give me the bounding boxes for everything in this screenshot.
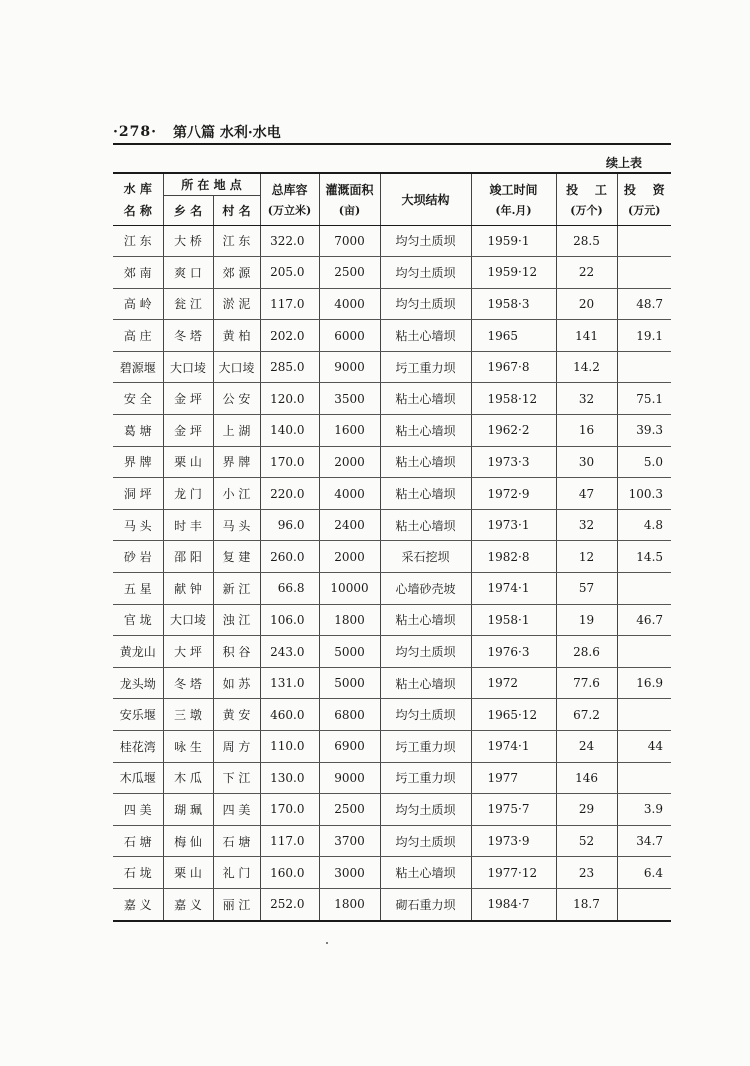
cell-completion: 1958·12 [471,383,556,415]
cell-township: 大口堎 [163,604,213,636]
cell-capacity: 170.0 [260,446,319,478]
cell-capacity: 322.0 [260,225,319,257]
table-row [113,415,671,447]
cell-name: 龙头坳 [113,667,163,699]
cell-irrigation: 4000 [319,288,380,320]
cell-name: 五 星 [113,573,163,605]
col-irrigation [319,173,380,225]
cell-capacity: 130.0 [260,762,319,794]
table-row [113,731,671,763]
cell-capacity: 66.8 [260,573,319,605]
cell-labor: 52 [556,825,617,857]
cell-irrigation: 5000 [319,667,380,699]
cell-completion: 1959·1 [471,225,556,257]
cell-name: 桂花湾 [113,731,163,763]
cell-investment [617,888,671,920]
col-completion-line1: 竣工时间 [489,182,538,197]
cell-township: 献 钟 [163,573,213,605]
cell-township: 冬 塔 [163,667,213,699]
chapter-title: 第八篇 水利·水电 [172,125,281,141]
cell-irrigation: 3500 [319,383,380,415]
cell-village: 公 安 [213,383,260,415]
cell-irrigation: 2500 [319,794,380,826]
cell-investment [617,257,671,289]
cell-irrigation: 2400 [319,509,380,541]
cell-village: 黄 安 [213,699,260,731]
cell-capacity: 243.0 [260,636,319,668]
cell-investment [617,699,671,731]
col-labor-line2: (万个) [570,203,603,217]
cell-name: 郊 南 [113,257,163,289]
cell-labor: 32 [556,509,617,541]
cell-labor: 57 [556,573,617,605]
cell-village: 下 江 [213,762,260,794]
cell-name: 黄龙山 [113,636,163,668]
table-row [113,857,671,889]
cell-completion: 1958·1 [471,604,556,636]
cell-dam: 粘土心墙坝 [380,320,471,352]
cell-name: 砂 岩 [113,541,163,573]
cell-investment: 16.9 [617,667,671,699]
cell-completion: 1972 [471,667,556,699]
cell-labor: 14.2 [556,351,617,383]
table-row [113,383,671,415]
cell-dam: 粘土心墙坝 [380,509,471,541]
cell-dam: 圬工重力坝 [380,762,471,794]
cell-labor: 67.2 [556,699,617,731]
cell-completion: 1974·1 [471,573,556,605]
cell-labor: 18.7 [556,888,617,920]
cell-capacity: 260.0 [260,541,319,573]
cell-irrigation: 6800 [319,699,380,731]
cell-completion: 1965·12 [471,699,556,731]
cell-completion: 1973·1 [471,509,556,541]
cell-irrigation: 2000 [319,541,380,573]
cell-dam: 均匀土质坝 [380,225,471,257]
cell-township: 木 瓜 [163,762,213,794]
cell-irrigation: 6000 [319,320,380,352]
cell-capacity: 106.0 [260,604,319,636]
cell-village: 丽 江 [213,888,260,920]
cell-completion: 1973·9 [471,825,556,857]
cell-investment [617,636,671,668]
col-reservoir-line1: 水 库 [123,181,152,196]
table-row [113,225,671,257]
cell-capacity: 220.0 [260,478,319,510]
cell-irrigation: 4000 [319,478,380,510]
cell-township: 龙 门 [163,478,213,510]
cell-irrigation: 3000 [319,857,380,889]
cell-completion: 1977 [471,762,556,794]
continued-note: 续上表 [606,156,643,170]
cell-labor: 16 [556,415,617,447]
cell-name: 官 垅 [113,604,163,636]
cell-township: 瓮 江 [163,288,213,320]
col-irrigation-line2: (亩) [338,203,361,217]
cell-village: 大口堎 [213,351,260,383]
cell-township: 梅 仙 [163,825,213,857]
cell-village: 界 牌 [213,446,260,478]
scan-speck [326,942,328,944]
cell-dam: 心墙砂壳坡 [380,573,471,605]
cell-dam: 砌石重力坝 [380,888,471,920]
cell-capacity: 252.0 [260,888,319,920]
cell-dam: 均匀土质坝 [380,288,471,320]
cell-labor: 24 [556,731,617,763]
col-labor [556,173,617,225]
cell-township: 咏 生 [163,731,213,763]
col-completion [471,173,556,225]
col-capacity [260,173,319,225]
table-row [113,288,671,320]
cell-village: 如 苏 [213,667,260,699]
cell-completion: 1974·1 [471,731,556,763]
cell-irrigation: 2000 [319,446,380,478]
cell-irrigation: 3700 [319,825,380,857]
cell-name: 木瓜堰 [113,762,163,794]
cell-township: 三 墩 [163,699,213,731]
cell-completion: 1959·12 [471,257,556,289]
cell-labor: 32 [556,383,617,415]
table-row [113,604,671,636]
cell-dam: 粘土心墙坝 [380,415,471,447]
cell-completion: 1973·3 [471,446,556,478]
cell-investment: 48.7 [617,288,671,320]
cell-village: 郊 源 [213,257,260,289]
cell-irrigation: 1600 [319,415,380,447]
cell-capacity: 205.0 [260,257,319,289]
cell-township: 金 坪 [163,383,213,415]
page-number: ·278· [113,124,157,140]
cell-investment: 4.8 [617,509,671,541]
table-row [113,573,671,605]
cell-completion: 1967·8 [471,351,556,383]
col-capacity-line2: (万立米) [267,203,312,217]
cell-capacity: 110.0 [260,731,319,763]
cell-completion: 1982·8 [471,541,556,573]
cell-investment: 19.1 [617,320,671,352]
table-row [113,762,671,794]
cell-investment: 100.3 [617,478,671,510]
cell-township: 大口堎 [163,351,213,383]
cell-village: 黄 柏 [213,320,260,352]
cell-township: 爽 口 [163,257,213,289]
cell-dam: 均匀土质坝 [380,699,471,731]
cell-investment [617,573,671,605]
cell-completion: 1958·3 [471,288,556,320]
cell-capacity: 96.0 [260,509,319,541]
cell-labor: 28.6 [556,636,617,668]
cell-labor: 47 [556,478,617,510]
cell-completion: 1976·3 [471,636,556,668]
cell-labor: 146 [556,762,617,794]
col-investment-line1: 投 资 [623,182,665,197]
cell-dam: 粘土心墙坝 [380,857,471,889]
cell-irrigation: 9000 [319,762,380,794]
cell-labor: 19 [556,604,617,636]
cell-village: 礼 门 [213,857,260,889]
cell-dam: 粘土心墙坝 [380,383,471,415]
col-completion-line2: (年.月) [495,203,532,217]
cell-labor: 22 [556,257,617,289]
cell-village: 积 谷 [213,636,260,668]
cell-capacity: 120.0 [260,383,319,415]
table-row [113,509,671,541]
cell-village: 周 方 [213,731,260,763]
cell-labor: 77.6 [556,667,617,699]
cell-township: 邵 阳 [163,541,213,573]
cell-capacity: 460.0 [260,699,319,731]
cell-completion: 1962·2 [471,415,556,447]
col-township: 乡 名 [163,195,213,225]
cell-labor: 12 [556,541,617,573]
cell-dam: 均匀土质坝 [380,794,471,826]
cell-investment [617,351,671,383]
cell-irrigation: 10000 [319,573,380,605]
cell-irrigation: 9000 [319,351,380,383]
cell-name: 安乐堰 [113,699,163,731]
cell-name: 四 美 [113,794,163,826]
cell-name: 碧源堰 [113,351,163,383]
cell-capacity: 140.0 [260,415,319,447]
table-row [113,667,671,699]
cell-village: 新 江 [213,573,260,605]
cell-irrigation: 7000 [319,225,380,257]
cell-name: 葛 塘 [113,415,163,447]
cell-township: 瑚 珮 [163,794,213,826]
col-capacity-line1: 总库容 [271,182,308,197]
cell-name: 石 塘 [113,825,163,857]
table-row [113,825,671,857]
cell-name: 高 岭 [113,288,163,320]
cell-investment: 3.9 [617,794,671,826]
col-village: 村 名 [213,195,260,225]
col-irrigation-line1: 灌溉面积 [325,182,374,197]
col-investment-line2: (万元) [628,203,661,217]
cell-name: 江 东 [113,225,163,257]
cell-investment: 14.5 [617,541,671,573]
cell-township: 大 坪 [163,636,213,668]
cell-township: 金 坪 [163,415,213,447]
cell-completion: 1984·7 [471,888,556,920]
cell-capacity: 131.0 [260,667,319,699]
cell-dam: 圬工重力坝 [380,351,471,383]
cell-township: 嘉 义 [163,888,213,920]
cell-village: 上 湖 [213,415,260,447]
reservoir-table [113,172,671,922]
cell-capacity: 117.0 [260,825,319,857]
cell-investment: 39.3 [617,415,671,447]
cell-dam: 采石挖坝 [380,541,471,573]
cell-labor: 30 [556,446,617,478]
cell-completion: 1977·12 [471,857,556,889]
cell-investment: 44 [617,731,671,763]
cell-township: 时 丰 [163,509,213,541]
cell-name: 石 垅 [113,857,163,889]
cell-investment [617,762,671,794]
cell-capacity: 170.0 [260,794,319,826]
cell-labor: 20 [556,288,617,320]
cell-village: 四 美 [213,794,260,826]
cell-investment: 6.4 [617,857,671,889]
cell-labor: 141 [556,320,617,352]
cell-capacity: 285.0 [260,351,319,383]
cell-investment: 46.7 [617,604,671,636]
table-row [113,541,671,573]
table-row [113,351,671,383]
cell-capacity: 117.0 [260,288,319,320]
cell-investment: 75.1 [617,383,671,415]
cell-name: 马 头 [113,509,163,541]
cell-investment: 34.7 [617,825,671,857]
cell-dam: 粘土心墙坝 [380,604,471,636]
cell-dam: 粘土心墙坝 [380,446,471,478]
col-dam: 大坝结构 [380,173,471,225]
cell-dam: 均匀土质坝 [380,636,471,668]
cell-dam: 均匀土质坝 [380,257,471,289]
running-header [113,120,673,144]
cell-irrigation: 6900 [319,731,380,763]
cell-completion: 1972·9 [471,478,556,510]
table-header [113,173,671,225]
cell-name: 安 全 [113,383,163,415]
col-reservoir [113,173,163,225]
cell-township: 栗 山 [163,446,213,478]
cell-name: 洞 坪 [113,478,163,510]
table-body [113,225,671,921]
table-row [113,478,671,510]
cell-dam: 粘土心墙坝 [380,667,471,699]
cell-investment [617,225,671,257]
col-investment [617,173,671,225]
cell-irrigation: 2500 [319,257,380,289]
table-row [113,794,671,826]
cell-township: 冬 塔 [163,320,213,352]
cell-dam: 粘土心墙坝 [380,478,471,510]
cell-village: 小 江 [213,478,260,510]
cell-completion: 1975·7 [471,794,556,826]
cell-village: 石 塘 [213,825,260,857]
cell-irrigation: 5000 [319,636,380,668]
cell-dam: 均匀土质坝 [380,825,471,857]
cell-capacity: 202.0 [260,320,319,352]
col-location: 所 在 地 点 [163,173,260,195]
table-row [113,320,671,352]
header-rule [113,143,671,145]
cell-name: 高 庄 [113,320,163,352]
table-row [113,257,671,289]
cell-township: 大 桥 [163,225,213,257]
cell-labor: 23 [556,857,617,889]
col-reservoir-line2: 名 称 [123,203,152,218]
cell-labor: 29 [556,794,617,826]
cell-name: 界 牌 [113,446,163,478]
cell-village: 浊 江 [213,604,260,636]
cell-investment: 5.0 [617,446,671,478]
cell-completion: 1965 [471,320,556,352]
cell-village: 复 建 [213,541,260,573]
cell-irrigation: 1800 [319,604,380,636]
table-row [113,446,671,478]
cell-irrigation: 1800 [319,888,380,920]
table-row [113,699,671,731]
col-labor-line1: 投 工 [566,182,607,197]
cell-labor: 28.5 [556,225,617,257]
cell-name: 嘉 义 [123,897,152,912]
cell-village: 马 头 [213,509,260,541]
cell-village: 江 东 [213,225,260,257]
cell-dam: 圬工重力坝 [380,731,471,763]
cell-capacity: 160.0 [260,857,319,889]
cell-township: 栗 山 [163,857,213,889]
cell-village: 淤 泥 [213,288,260,320]
table-row [113,636,671,668]
table-row [113,888,671,920]
